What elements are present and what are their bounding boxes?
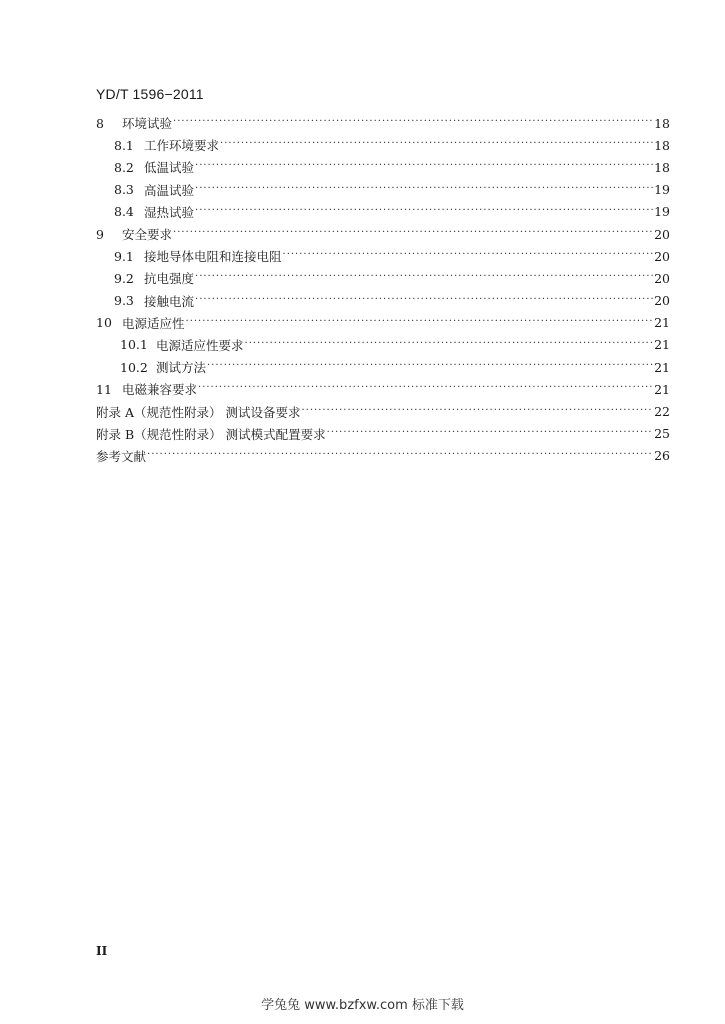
toc-entry-title: 低温试验 <box>144 160 195 176</box>
toc-entry-number: 8.1 <box>114 137 134 153</box>
toc-entry-number: 8.3 <box>114 182 134 198</box>
toc-leader-dots <box>327 428 653 438</box>
toc-entry-number: 9.2 <box>114 270 134 286</box>
toc-entry-title: 附录 B（规范性附录） 测试模式配置要求 <box>96 426 326 442</box>
toc-leader-dots <box>207 361 653 371</box>
document-id-header: YD/T 1596−2011 <box>96 86 204 102</box>
toc-leader-dots <box>195 206 653 216</box>
toc-entry-page: 20 <box>654 293 670 309</box>
toc-entry-page: 19 <box>654 182 670 198</box>
toc-entry-page: 22 <box>654 404 670 420</box>
toc-entry[interactable] <box>96 400 670 422</box>
toc-entry-page: 21 <box>654 337 670 353</box>
toc-entry[interactable] <box>96 356 670 378</box>
toc-entry-title: 电磁兼容要求 <box>122 382 198 398</box>
toc-entry-title: 抗电强度 <box>144 271 195 287</box>
toc-leader-dots <box>220 139 653 149</box>
toc-entry[interactable] <box>96 112 670 134</box>
toc-entry-title: 高温试验 <box>144 182 195 198</box>
watermark-text: 学兔兔 www.bzfxw.com 标准下载 <box>261 998 464 1013</box>
toc-entry-title: 湿热试验 <box>144 204 195 220</box>
toc-entry[interactable] <box>96 267 670 289</box>
toc-entry-number: 9.1 <box>114 248 134 264</box>
toc-entry-page: 21 <box>654 359 670 375</box>
toc-entry-title: 参考文献 <box>96 448 147 464</box>
toc-entry-page: 18 <box>654 137 670 153</box>
toc-entry[interactable] <box>96 245 670 267</box>
toc-entry-title: 电源适应性 <box>122 315 185 331</box>
toc-entry[interactable] <box>96 201 670 223</box>
toc-entry-number: 10 <box>96 315 112 331</box>
toc-entry-page: 21 <box>654 315 670 331</box>
toc-entry-title: 测试方法 <box>156 360 207 376</box>
toc-entry-page: 21 <box>654 381 670 397</box>
toc-entry-page: 19 <box>654 204 670 220</box>
toc-leader-dots <box>195 184 653 194</box>
toc-entry-title: 电源适应性要求 <box>156 337 244 353</box>
toc-entry-title: 接触电流 <box>144 293 195 309</box>
toc-entry[interactable] <box>96 378 670 400</box>
toc-entry-number: 9.3 <box>114 293 134 309</box>
toc-entry-title: 安全要求 <box>122 227 173 243</box>
toc-leader-dots <box>173 228 653 238</box>
toc-entry-page: 26 <box>654 448 670 464</box>
toc-entry-page: 20 <box>654 226 670 242</box>
toc-entry[interactable] <box>96 179 670 201</box>
toc-entry-title: 附录 A（规范性附录） 测试设备要求 <box>96 404 301 420</box>
toc-leader-dots <box>147 450 653 460</box>
toc-entry[interactable] <box>96 223 670 245</box>
toc-leader-dots <box>195 295 653 305</box>
toc-leader-dots <box>301 406 653 416</box>
toc-entry[interactable] <box>96 290 670 312</box>
toc-entry-page: 20 <box>654 270 670 286</box>
toc-entry[interactable] <box>96 156 670 178</box>
toc-leader-dots <box>245 339 654 349</box>
toc-leader-dots <box>195 161 653 171</box>
toc-entry-page: 18 <box>654 159 670 175</box>
toc-entry[interactable] <box>96 334 670 356</box>
toc-entry-number: 9 <box>96 226 104 242</box>
toc-entry-number: 10.1 <box>120 337 148 353</box>
toc-entry[interactable] <box>96 312 670 334</box>
toc-entry-number: 11 <box>96 381 112 397</box>
toc-entry-page: 20 <box>654 248 670 264</box>
toc-leader-dots <box>186 317 654 327</box>
toc-entry[interactable] <box>96 423 670 445</box>
toc-entry-number: 8.2 <box>114 159 134 175</box>
toc-entry-title: 接地导体电阻和连接电阻 <box>144 249 282 265</box>
toc-leader-dots <box>195 272 653 282</box>
table-of-contents <box>96 112 670 467</box>
toc-leader-dots <box>283 250 654 260</box>
toc-entry-page: 25 <box>654 426 670 442</box>
toc-leader-dots <box>198 383 653 393</box>
page-number: II <box>96 944 108 958</box>
toc-entry[interactable] <box>96 445 670 467</box>
toc-entry-number: 8.4 <box>114 204 134 220</box>
toc-entry[interactable] <box>96 134 670 156</box>
toc-entry-title: 工作环境要求 <box>144 138 220 154</box>
toc-entry-title: 环境试验 <box>122 116 173 132</box>
toc-leader-dots <box>173 117 653 127</box>
toc-entry-number: 10.2 <box>120 359 148 375</box>
toc-entry-number: 8 <box>96 115 104 131</box>
toc-entry-page: 18 <box>654 115 670 131</box>
